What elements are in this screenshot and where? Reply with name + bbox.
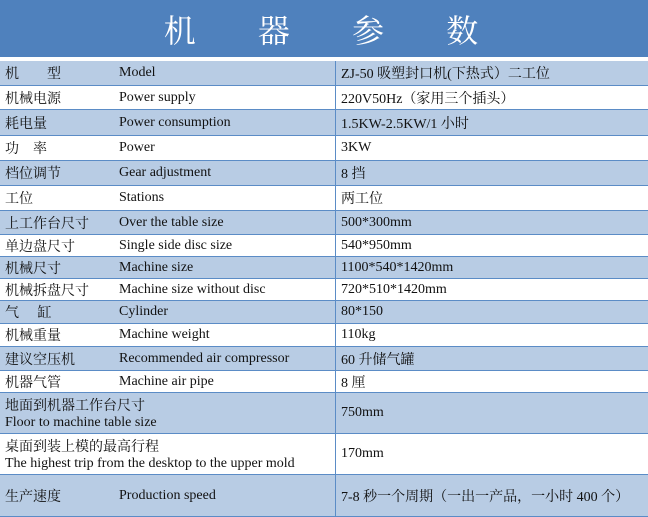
spec-label-cell	[0, 86, 336, 109]
table-row	[0, 371, 648, 393]
spec-label-zh: 功 率	[5, 141, 47, 157]
table-row	[0, 393, 648, 434]
spec-label-cell	[0, 136, 336, 160]
spec-label-cell	[0, 235, 336, 256]
table-row	[0, 324, 648, 347]
spec-label-en: Over the table size	[119, 214, 224, 230]
spec-label-cell	[0, 434, 336, 474]
spec-label-en: Single side disc size	[119, 237, 233, 253]
spec-label-en: Power supply	[119, 89, 196, 105]
spec-label-en: The highest trip from the desktop to the upper mold	[5, 456, 295, 471]
table-row	[0, 110, 648, 136]
spec-label-cell	[0, 161, 336, 185]
table-row	[0, 301, 648, 324]
spec-value: 1100*540*1420mm	[341, 259, 454, 275]
spec-table	[0, 61, 648, 517]
spec-label-zh: 机械电源	[5, 90, 61, 107]
spec-label-zh: 档位调节	[5, 166, 61, 182]
table-row	[0, 161, 648, 186]
page-title: 机 器 参 数	[0, 0, 648, 57]
table-row	[0, 211, 648, 235]
spec-label-en: Stations	[119, 190, 165, 205]
spec-label-zh: 上工作台尺寸	[5, 215, 89, 232]
spec-label-en: Recommended air compressor	[119, 350, 290, 366]
spec-label-cell	[0, 279, 336, 300]
table-row	[0, 475, 648, 517]
spec-value: 220V50Hz（家用三个插头）	[341, 91, 515, 107]
spec-label-en: Machine size without disc	[119, 281, 266, 297]
spec-value: 7-8 秒一个周期（一出一产品，一小时 400 个）	[341, 489, 630, 505]
spec-label-zh: 机械尺寸	[5, 260, 61, 277]
spec-label-zh: 建议空压机	[5, 351, 75, 368]
spec-label-zh: 机械拆盘尺寸	[5, 282, 89, 299]
spec-label-en: Production speed	[119, 487, 216, 503]
spec-value: ZJ-50 吸塑封口机(下热式）二工位	[341, 67, 550, 82]
spec-label-cell	[0, 186, 336, 210]
spec-value: 8 挡	[341, 167, 366, 182]
table-row	[0, 347, 648, 371]
spec-label-zh: 气 缸	[5, 305, 52, 321]
table-row	[0, 434, 648, 475]
spec-label-zh: 工位	[5, 191, 33, 207]
spec-value: 170mm	[341, 446, 384, 461]
spec-label-en: Cylinder	[119, 304, 168, 319]
spec-value: 720*510*1420mm	[341, 281, 447, 297]
spec-label-zh: 单边盘尺寸	[5, 238, 75, 255]
spec-value: 8 厘	[341, 375, 366, 391]
spec-value: 500*300mm	[341, 214, 412, 230]
table-row	[0, 86, 648, 110]
spec-label-zh: 耗电量	[5, 115, 47, 132]
spec-label-cell	[0, 110, 336, 135]
spec-value: 110kg	[341, 327, 376, 342]
spec-label-zh: 机器气管	[5, 374, 61, 391]
spec-label-cell	[0, 371, 336, 392]
table-row	[0, 235, 648, 257]
spec-label-zh: 机 型	[5, 66, 61, 82]
spec-label-en: Machine air pipe	[119, 373, 214, 389]
spec-label-en: Machine weight	[119, 327, 210, 342]
spec-label-zh: 地面到机器工作台尺寸	[5, 398, 145, 414]
spec-value: 3KW	[341, 140, 372, 155]
table-row	[0, 257, 648, 279]
spec-label-en: Machine size	[119, 259, 194, 275]
spec-label-cell	[0, 211, 336, 234]
spec-label-zh: 桌面到装上模的最高行程	[5, 439, 159, 455]
spec-label-cell	[0, 475, 336, 516]
spec-label-cell	[0, 257, 336, 278]
table-row	[0, 136, 648, 161]
spec-label-en: Gear adjustment	[119, 165, 212, 180]
spec-value: 750mm	[341, 405, 384, 420]
spec-label-cell	[0, 347, 336, 370]
spec-value: 540*950mm	[341, 237, 412, 253]
table-row	[0, 279, 648, 301]
spec-label-cell	[0, 301, 336, 323]
spec-label-cell	[0, 393, 336, 433]
spec-value: 两工位	[341, 192, 383, 207]
table-row	[0, 61, 648, 86]
spec-value: 60 升储气罐	[341, 352, 415, 368]
spec-label-en: Power	[119, 140, 155, 155]
spec-label-zh: 生产速度	[5, 488, 61, 505]
spec-label-en: Model	[119, 65, 156, 80]
spec-label-cell	[0, 324, 336, 346]
spec-value: 80*150	[341, 304, 383, 319]
table-row	[0, 186, 648, 211]
spec-label-en: Floor to machine table size	[5, 415, 157, 430]
spec-label-cell	[0, 61, 336, 85]
spec-label-en: Power consumption	[119, 114, 231, 130]
spec-label-zh: 机械重量	[5, 328, 61, 344]
spec-value: 1.5KW-2.5KW/1 小时	[341, 116, 469, 132]
